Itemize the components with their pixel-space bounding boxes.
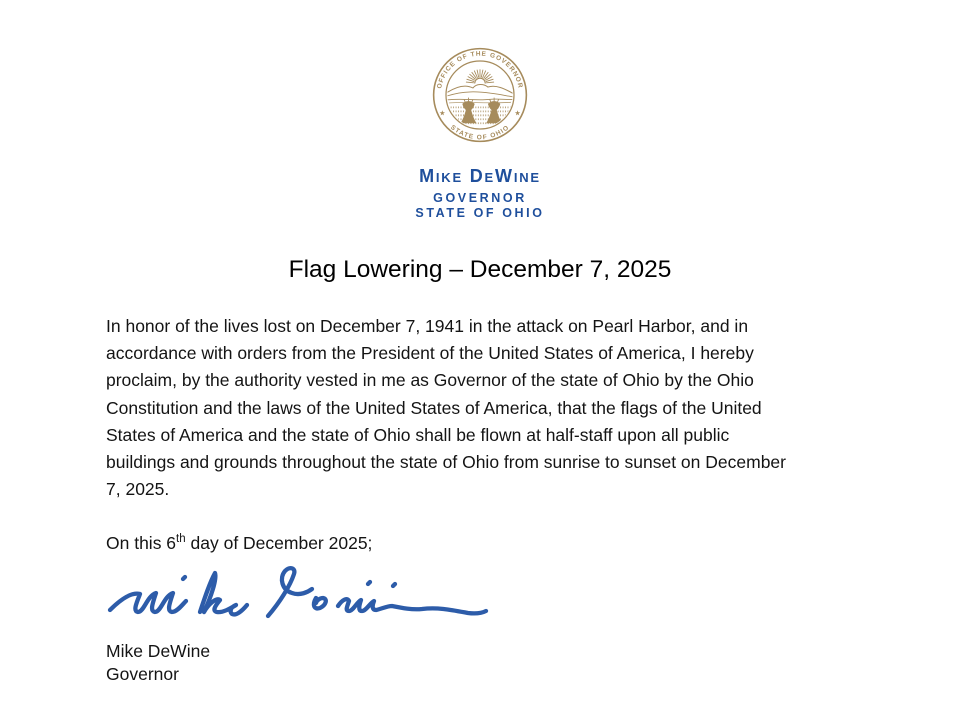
seal-star-right-icon: ★ — [514, 109, 521, 117]
signatory-role: Governor — [106, 663, 179, 684]
river-line-icon — [449, 102, 511, 103]
body-line: proclaim, by the authority vested in me as Governor of the state of Ohio by the Ohio — [106, 370, 754, 391]
sun-icon — [475, 78, 486, 83]
seal-star-left-icon: ★ — [439, 109, 446, 117]
governor-title: GOVERNOR — [433, 191, 527, 205]
state-name: STATE OF OHIO — [415, 206, 545, 220]
sun-rays-icon — [466, 69, 494, 82]
body-line: Constitution and the laws of the United States of America, that the flags of the United — [106, 397, 762, 418]
date-line — [106, 533, 372, 554]
wheat-sheaf-icon — [461, 98, 477, 124]
ohio-governor-seal-icon — [427, 42, 533, 148]
proclamation-body — [106, 313, 786, 503]
body-line: In honor of the lives lost on December 7, 1941 in the attack on Pearl Harbor, and in — [106, 316, 749, 336]
body-line: 7, 2025. — [106, 479, 170, 500]
governor-name: Mike DeWine — [419, 166, 541, 186]
hills-icon — [447, 92, 512, 97]
signatory-name: Mike DeWine — [106, 641, 211, 661]
seal-bottom-arc-text: STATE OF OHIO — [449, 123, 511, 142]
river-icon — [447, 99, 512, 100]
seal-top-arc-text: OFFICE OF THE GOVERNOR — [436, 50, 524, 90]
body-line: accordance with orders from the President of the United States of America, I hereby — [106, 343, 754, 364]
date-suffix: day of December 2025; — [185, 533, 373, 553]
seal-outer-ring — [434, 49, 527, 142]
body-line: States of America and the state of Ohio shall be flown at half-staff upon all public — [106, 424, 730, 445]
body-line: buildings and grounds throughout the state of Ohio from sunrise to sunset on December — [106, 452, 786, 473]
date-ordinal-superscript: th — [176, 533, 186, 546]
signature-image — [100, 564, 492, 632]
signatory-block — [106, 640, 210, 685]
date-prefix: On this 6 — [106, 533, 177, 553]
seal-landscape-scene — [447, 69, 512, 123]
document-title: Flag Lowering – December 7, 2025 — [288, 256, 672, 283]
